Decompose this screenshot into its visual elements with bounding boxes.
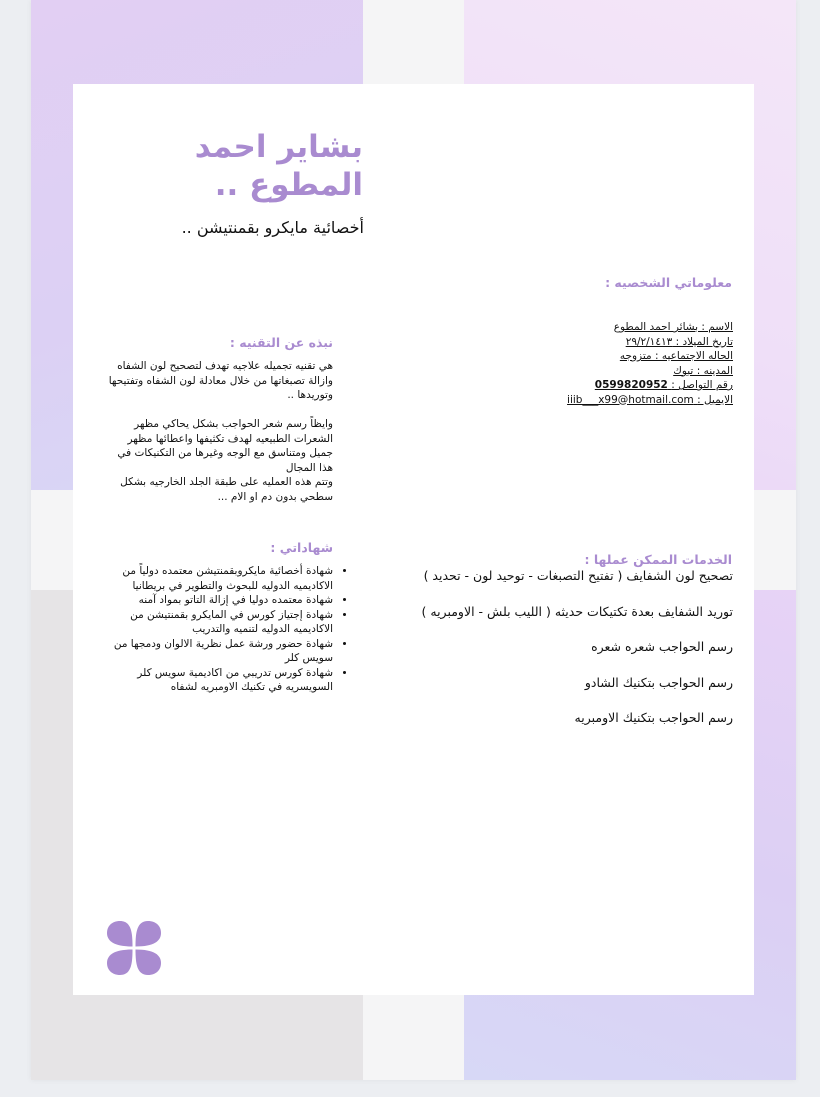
service-item: رسم الحواجب بتكنيك الشادو [584,674,733,690]
info-phone [533,378,733,393]
certificate-item: • شهادة حضور ورشة عمل نظرية الالوان ودمجها من سويس كلر [103,637,333,666]
job-title: أخصائية مايكرو بقمنتيشن .. [181,218,364,237]
info-phone-label: رقم التواصل : [671,379,733,391]
certificate-item: • شهادة أخصائية مايكروبقمنتيشن معتمده دولياً من الاكاديميه الدوليه للبحوث والتطوير في بريطانيا [103,564,333,593]
resume-page [73,84,754,995]
service-item: رسم الحواجب شعره شعره [591,639,733,654]
four-petal-flower-icon [106,920,162,976]
services-heading: الخدمات الممكن عملها : [584,552,732,567]
certificates-heading: شهاداتي : [270,540,333,555]
about-heading: نبذه عن التقنيه : [229,335,333,350]
certificate-item: • شهادة معتمده دوليا في إزالة التاتو بمواد آمنه [103,593,333,608]
personal-info-heading: معلوماتي الشخصيه : [605,275,732,290]
service-item: توريد الشفايف بعدة تكتيكات حديثه ( الليب بلش - الاومبريه ) [421,603,733,619]
person-name [168,128,363,204]
about-paragraph-2: وايظاً رسم شعر الحواجب بشكل يحاكي مظهر الشعرات الطبيعيه لهدف تكثيفها واعطائها مظهر جميل ومتناسق مع الوجه وغيرها من التكنيكات في هذا المجال [117,418,333,474]
certificate-item: • شهادة إجتياز كورس في المايكرو بقمنتيشن من الاكاديميه الدوليه لتنميه والتدريب [103,608,333,637]
info-city: المدينه : تبوك [673,364,733,377]
certificate-item: • شهادة كورس تدريبي من اكاديمية سويس كلر السويسريه في تكنيك الاومبريه لشفاه [103,666,333,695]
certificates-list [103,564,349,695]
info-phone-value[interactable]: 0599820952 [594,379,668,391]
info-email [533,393,733,408]
service-item: تصحيح لون الشفايف ( تفتيح التصبغات - توحيد لون - تحديد ) [423,568,733,583]
service-item: رسم الحواجب بتكنيك الاومبريه [574,710,733,725]
info-name: الاسم : بشائر احمد المطوع [613,321,733,333]
person-name-line1: بشاير احمد [194,129,363,165]
info-email-label: الايميل : [697,393,733,406]
info-marital-status: الحاله الاجتماعيه : متزوجه [619,350,733,362]
info-birth-date: تاريخ الميلاد : ٢٩/٢/١٤١٣ [625,335,733,348]
about-paragraph-1: هي تقنيه تجميله علاجيه تهدف لتصحيح لون الشفاه وازالة تصبغاتها من خلال معادلة لون الشفاه وتفتيحها وتوريدها .. [108,360,333,401]
person-name-line2: المطوع .. [214,167,363,203]
info-email-value[interactable]: iiib___x99@hotmail.com [567,393,694,406]
about-text [103,359,333,504]
personal-info-list [533,320,733,407]
about-paragraph-3: وتتم هذه العمليه على طبقة الجلد الخارجيه بشكل سطحي بدون دم او الام ... [120,476,333,503]
services-list [393,568,733,746]
